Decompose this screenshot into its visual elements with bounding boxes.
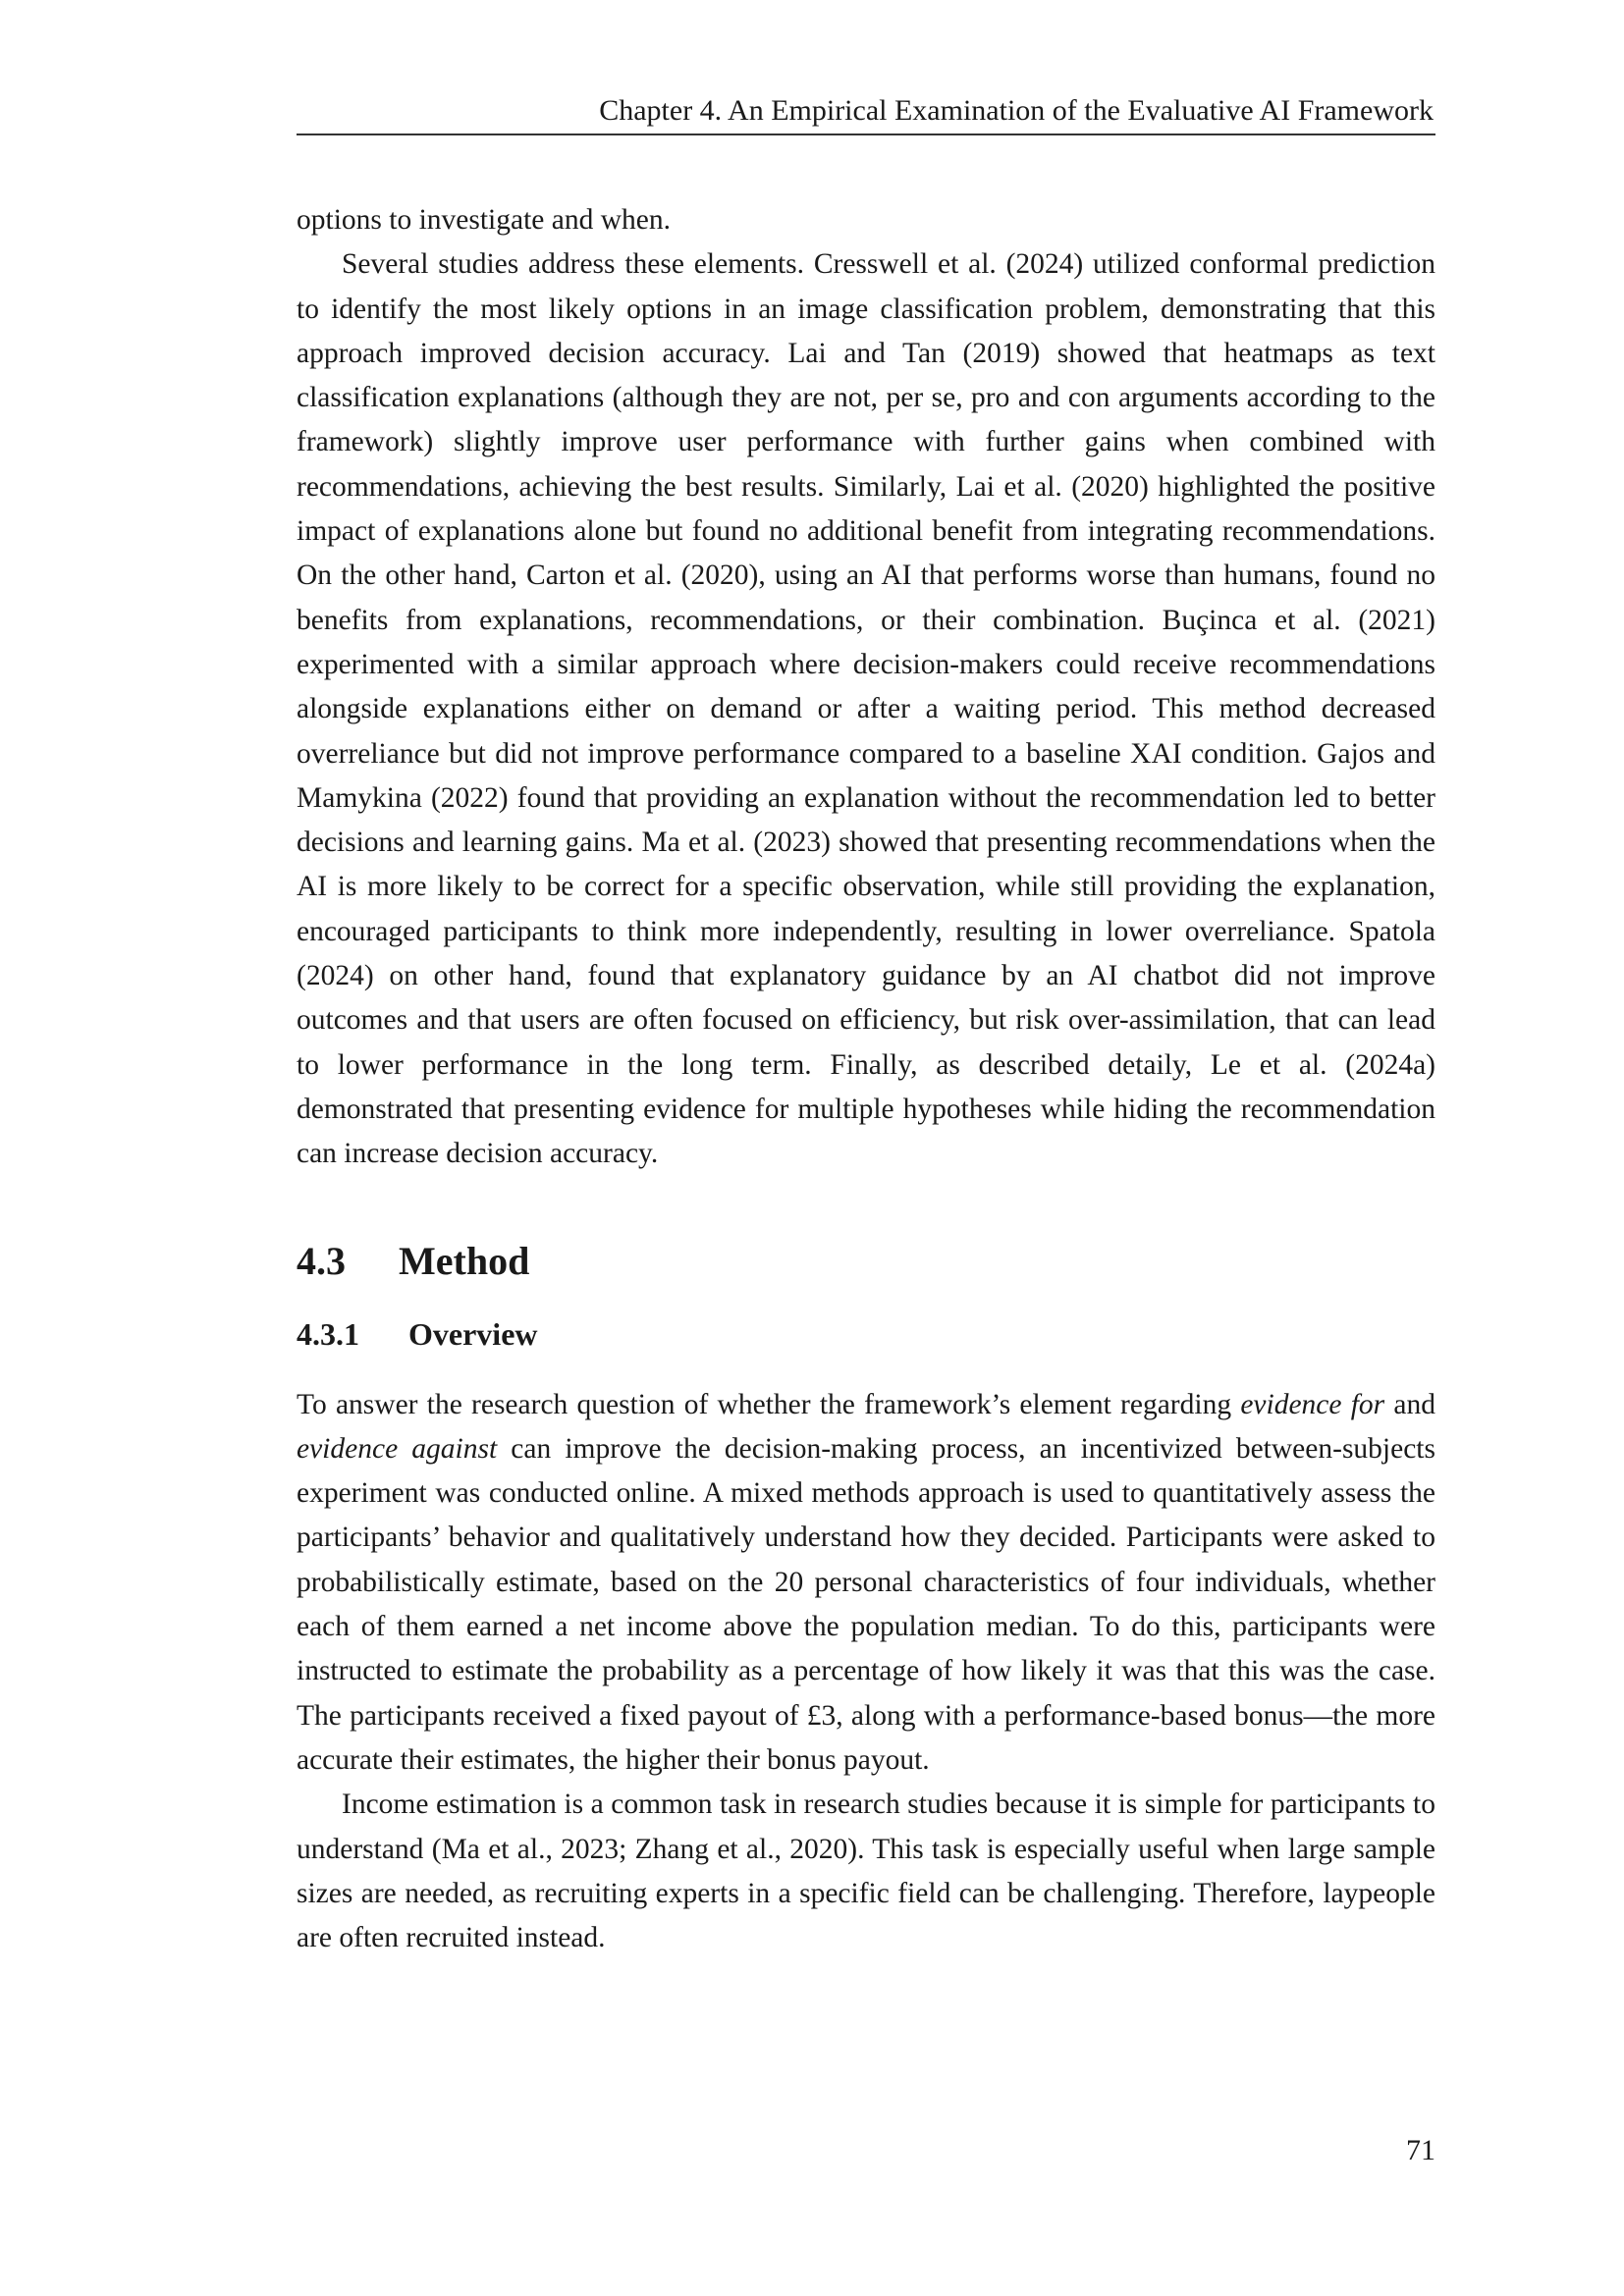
overview-text-part-2: and: [1384, 1388, 1436, 1420]
subsection-number: 4.3.1: [297, 1315, 359, 1352]
paragraph-income-estimation: Income estimation is a common task in research studies because it is simple for participants to understand (Ma et al., 2023; Zhang et al., 2020). This task is especially useful when large sample sizes are needed, as recruiting experts in a specific field can be challenging. Therefore, laypeople are often recruited instead.: [297, 1789, 1435, 1954]
paragraph-overview: [297, 1383, 1435, 1784]
subsection-title: Overview: [408, 1315, 538, 1352]
section-number: 4.3: [297, 1238, 346, 1283]
emphasis-evidence-for: evidence for: [1240, 1388, 1385, 1420]
paragraph-continuation: options to investigate and when.: [297, 204, 671, 236]
overview-text-part-1: To answer the research question of whether the framework’s element regarding: [297, 1388, 1241, 1420]
page-number: 71: [1406, 2134, 1435, 2166]
emphasis-evidence-against: evidence against: [297, 1432, 498, 1465]
overview-text-part-3: can improve the decision-making process, an incentivized between-subjects experiment was conducted online. A mixed methods approach is used to quantitatively assess the participants’ behavior and qualitatively understand how they decided. Participants were asked to probabilistically estimate, based on the 20 personal characteristics of four individuals, whether each of them earned a net income above the population median. To do this, participants were instructed to estimate the probability as a percentage of how likely it was that this was the case. The participants received a fixed payout of £3, along with a performance-based bonus—the more accurate their estimates, the higher their bonus payout.: [297, 1432, 1435, 1776]
paragraph-related-studies: Several studies address these elements. Cresswell et al. (2024) utilized conformal prediction to identify the most likely options in an image classification problem, demonstrating that this approach improved decision accuracy. Lai and Tan (2019) showed that heatmaps as text classification explanations (although they are not, per se, pro and con arguments according to the framework) slightly improve user performance with further gains when combined with recommendations, achieving the best results. Similarly, Lai et al. (2020) highlighted the positive impact of explanations alone but found no additional benefit from integrating recommendations. On the other hand, Carton et al. (2020), using an AI that performs worse than humans, found no benefits from explanations, recommendations, or their combination. Buçinca et al. (2021) experimented with a similar approach where decision-makers could receive recommendations alongside explanations either on demand or after a waiting period. This method decreased overreliance but did not improve performance compared to a baseline XAI condition. Gajos and Mamykina (2022) found that providing an explanation without the recommendation led to better decisions and learning gains. Ma et al. (2023) showed that presenting recommendations when the AI is more likely to be correct for a specific observation, while still providing the explanation, encouraged participants to think more independently, resulting in lower overreliance. Spatola (2024) on other hand, found that explanatory guidance by an AI chatbot did not improve outcomes and that users are often focused on efficiency, but risk over-assimilation, that can lead to lower performance in the long term. Finally, as described detaily, Le et al. (2024a) demonstrated that presenting evidence for multiple hypotheses while hiding the recommendation can increase decision accuracy.: [297, 248, 1435, 1170]
running-header-title: Chapter 4. An Empirical Examination of the Evaluative AI Framework: [599, 94, 1434, 127]
page-body: [297, 198, 1435, 1960]
section-heading: [297, 1238, 1435, 1285]
section-title: Method: [399, 1238, 530, 1283]
running-header: [297, 90, 1435, 135]
subsection-heading: [297, 1314, 1435, 1354]
